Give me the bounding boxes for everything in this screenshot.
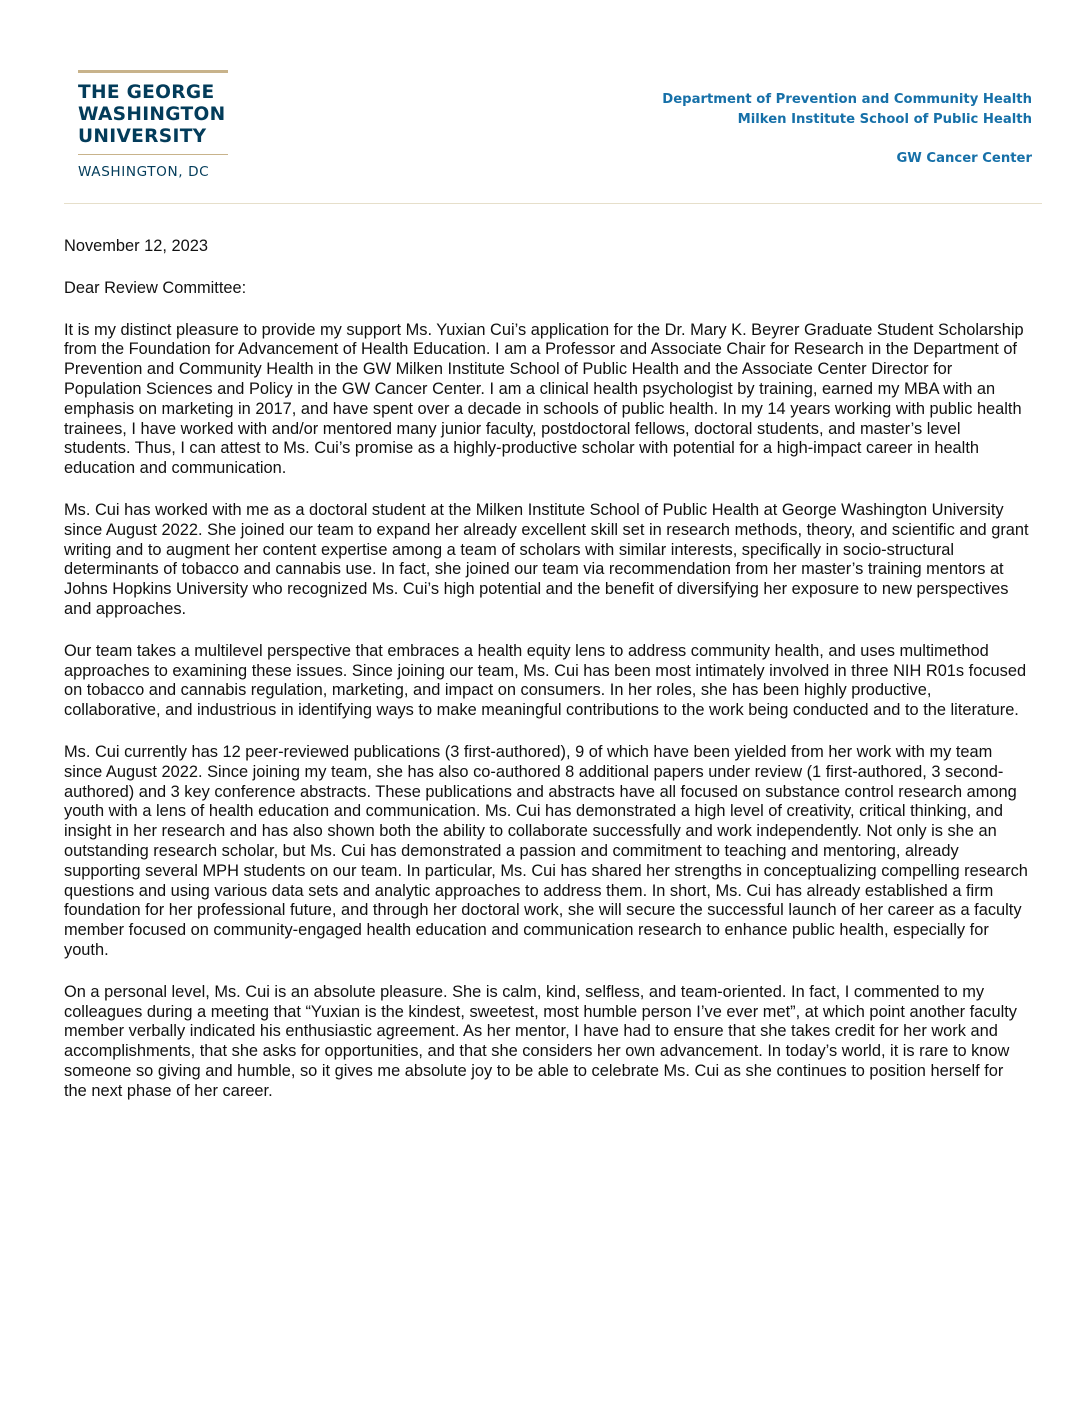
letter-paragraph-3: Our team takes a multilevel perspective that embraces a health equity lens to address community health, and uses multimethod approaches to examining these issues. Since joining our team, Ms. Cui has been most intimately involved in three NIH R01s focused on tobacco and cannabis regulation, marketing, and impact on consumers. In her roles, she has been highly productive, collaborative, and industrious in identifying ways to make meaningful contributions to the work being conducted and to the literature. xyxy=(64,641,1027,720)
school-name: Milken Institute School of Public Health xyxy=(737,112,1032,127)
department-name: Department of Prevention and Community Health xyxy=(662,92,1032,107)
logo-bottom-rule xyxy=(78,154,228,155)
department-block xyxy=(662,90,1032,169)
letter-paragraph-1: It is my distinct pleasure to provide my support Ms. Yuxian Cui’s application for the Dr. Mary K. Beyrer Graduate Student Scholarship from the Foundation for Advancement of Health Education. I am a Professor and Associate Chair for Research in the Department of Prevention and Community Health in the GW Milken Institute School of Public Health and the Associate Center Director for Population Sciences and Policy in the GW Cancer Center. I am a clinical health psychologist by training, earned my MBA with an emphasis on marketing in 2017, and have spent over a decade in schools of public health. In my 14 years working with public health trainees, I have worked with and/or mentored many junior faculty, postdoctoral fellows, doctoral students, and master’s level students. Thus, I can attest to Ms. Cui’s promise as a highly-productive scholar with potential for a high-impact career in health education and communication. xyxy=(64,320,1024,478)
letter-date: November 12, 2023 xyxy=(64,237,208,255)
university-logo xyxy=(78,70,228,180)
logo-line-2: WASHINGTON xyxy=(78,104,226,125)
logo-line-3: UNIVERSITY xyxy=(78,126,207,147)
center-name: GW Cancer Center xyxy=(896,151,1032,166)
letter-paragraph-2: Ms. Cui has worked with me as a doctoral student at the Milken Institute School of Public Health at George Washington University since August 2022. She joined our team to expand her already excellent skill set in research methods, theory, and scientific and grant writing and to augment her content expertise among a team of scholars with similar interests, specifically in socio-structural determinants of tobacco and cannabis use. In fact, she joined our team via recommendation from her master’s training mentors at Johns Hopkins University who recognized Ms. Cui’s high potential and the benefit of diversifying her exposure to new perspectives and approaches. xyxy=(64,500,1029,618)
letter-body xyxy=(64,237,1030,1123)
logo-line-1: THE GEORGE xyxy=(78,82,215,103)
letter-paragraph-5: On a personal level, Ms. Cui is an absolute pleasure. She is calm, kind, selfless, and team-oriented. In fact, I commented to my colleagues during a meeting that “Yuxian is the kindest, sweetest, most humble person I’ve ever met”, at which point another faculty member verbally indicated his enthusiastic agreement. As her mentor, I have had to ensure that she takes credit for her work and accomplishments, that she asks for opportunities, and that she considers her own advancement. In today’s world, it is rare to know someone so giving and humble, so it gives me absolute joy to be able to celebrate Ms. Cui as she continues to position herself for the next phase of her career. xyxy=(64,982,1017,1100)
letter-salutation: Dear Review Committee: xyxy=(64,278,247,297)
logo-city: WASHINGTON, DC xyxy=(78,164,210,180)
header-divider xyxy=(64,203,1042,204)
letter-paragraph-4: Ms. Cui currently has 12 peer-reviewed publications (3 first-authored), 9 of which have been yielded from her work with my team since August 2022. Since joining my team, she has also co-authored 8 additional papers under review (1 first-authored, 3 second-authored) and 3 key conference abstracts. These publications and abstracts have all focused on substance control research among youth with a lens of health education and communication. Ms. Cui has demonstrated a high level of creativity, critical thinking, and insight in her research and has also shown both the ability to collaborate successfully and work independently. Not only is she an outstanding research scholar, but Ms. Cui has demonstrated a passion and commitment to teaching and mentoring, already supporting several MPH students on our team. In particular, Ms. Cui has shared her strengths in conceptualizing compelling research questions and using various data sets and analytic approaches to address them. In short, Ms. Cui has already established a firm foundation for her professional future, and through her doctoral work, she will secure the successful launch of her career as a faculty member focused on community-engaged health education and communication research to enhance public health, especially for youth. xyxy=(64,742,1028,959)
